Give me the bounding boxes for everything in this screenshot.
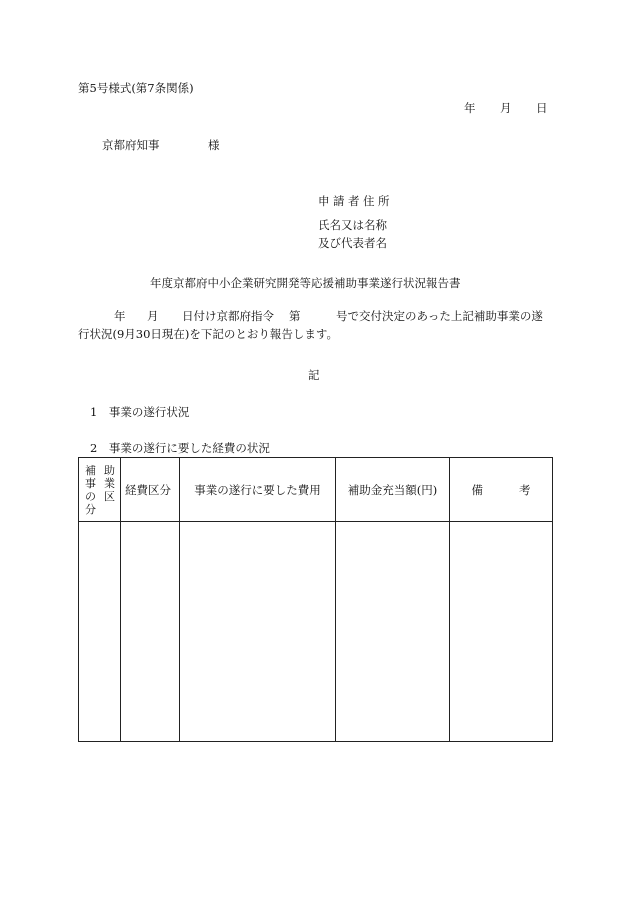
section-1-heading: 1 事業の遂行状況 — [90, 405, 190, 419]
table-body-row — [79, 522, 553, 742]
cell-subsidy-amount[interactable] — [336, 522, 450, 742]
cell-expense-category[interactable] — [121, 522, 180, 742]
body-line-1 — [78, 307, 556, 325]
expense-table — [78, 457, 553, 742]
header-expense-incurred: 事業の遂行に要した費用 — [180, 458, 336, 522]
form-number: 第5号様式(第7条関係) — [78, 81, 194, 95]
body-month: 月 — [147, 309, 159, 323]
body-dai: 第 — [289, 309, 301, 323]
cell-project-category[interactable] — [79, 522, 121, 742]
applicant-address-label: 申請者住所 — [318, 194, 393, 208]
body-year: 年 — [114, 309, 126, 323]
date-year: 年 — [464, 101, 476, 115]
section-2-heading: 2 事業の遂行に要した経費の状況 — [90, 441, 270, 455]
ki-heading: 記 — [308, 368, 320, 382]
body-line-2: 行状況(9月30日現在)を下記のとおり報告します。 — [78, 327, 339, 341]
addressee-name: 京都府知事 — [102, 138, 160, 152]
addressee-honorific: 様 — [208, 138, 220, 152]
cell-expense-incurred[interactable] — [180, 522, 336, 742]
applicant-block — [318, 192, 393, 252]
header-subsidy-amount: 補助金充当額(円) — [336, 458, 450, 522]
body-date-text: 日付け京都府指令 — [182, 309, 274, 323]
applicant-representative-label: 及び代表者名 — [318, 236, 387, 250]
cell-remarks[interactable] — [450, 522, 553, 742]
applicant-name-label: 氏名又は名称 — [318, 218, 387, 232]
body-rest-line1: 号で交付決定のあった上記補助事業の遂 — [336, 309, 543, 323]
table-header-row — [79, 458, 553, 522]
header-expense-category: 経費区分 — [121, 458, 180, 522]
date-month: 月 — [500, 101, 512, 115]
addressee — [102, 137, 220, 153]
document-title: 年度京都府中小企業研究開発等応援補助事業遂行状況報告書 — [150, 276, 461, 290]
date-day: 日 — [536, 101, 548, 115]
header-project-category: 補 助 事 業 の 区 分 — [79, 458, 121, 522]
body-paragraph — [78, 307, 556, 343]
header-remarks: 備 考 — [450, 458, 553, 522]
